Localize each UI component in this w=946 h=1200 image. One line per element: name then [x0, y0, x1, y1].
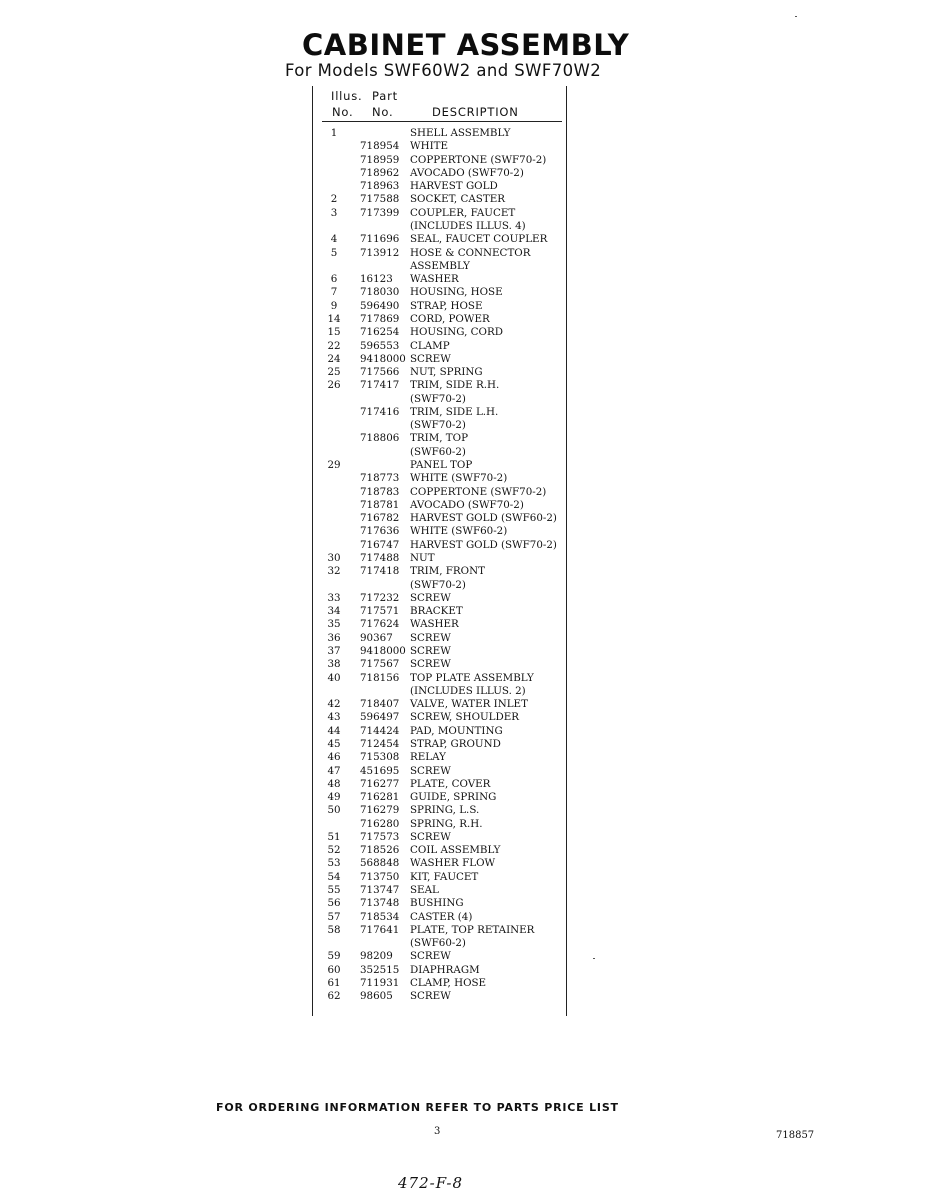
illus-number: 48	[327, 777, 341, 790]
part-description: SEAL	[410, 884, 439, 897]
illus-number: 4	[330, 233, 338, 246]
part-number: 718156	[360, 671, 400, 684]
part-description: COPPERTONE (SWF70-2)	[410, 485, 547, 498]
part-number: 718963	[360, 180, 400, 193]
illus-number: 35	[327, 618, 341, 631]
part-number: 718962	[360, 166, 400, 179]
part-description: PANEL TOP	[410, 459, 473, 472]
illus-number: 59	[327, 950, 341, 963]
illus-number: 38	[327, 658, 341, 671]
illus-number: 55	[327, 884, 341, 897]
part-number: 717418	[360, 565, 400, 578]
page-title: CABINET ASSEMBLY	[302, 28, 630, 62]
part-number: 90367	[360, 631, 393, 644]
handwritten-note: 472-F-8	[398, 1174, 464, 1192]
part-number: 713747	[360, 884, 400, 897]
part-description: HARVEST GOLD	[410, 180, 498, 193]
ordering-note: FOR ORDERING INFORMATION REFER TO PARTS PRICE LIST	[216, 1101, 619, 1114]
part-number: 718783	[360, 485, 400, 498]
part-number: 711931	[360, 977, 400, 989]
illus-number: 22	[327, 339, 341, 352]
header-divider	[322, 121, 562, 122]
part-description: TRIM, TOP	[410, 432, 469, 445]
part-description: SCREW	[410, 591, 451, 604]
part-description: SCREW	[410, 950, 451, 963]
part-description: (SWF60-2)	[410, 445, 466, 458]
part-description: HOUSING, CORD	[410, 326, 503, 339]
part-number: 713912	[360, 246, 400, 259]
page-subtitle: For Models SWF60W2 and SWF70W2	[285, 61, 602, 80]
illus-number: 49	[327, 791, 341, 804]
part-number: 716782	[360, 512, 400, 525]
part-description: SCREW	[410, 631, 451, 644]
part-number: 98209	[360, 950, 393, 963]
part-description: (SWF60-2)	[410, 937, 466, 950]
part-number: 717573	[360, 830, 400, 843]
illus-number: 47	[327, 764, 341, 777]
part-number: 718534	[360, 910, 400, 923]
illus-number: 29	[327, 459, 341, 472]
part-description: COPPERTONE (SWF70-2)	[410, 153, 547, 166]
illus-number: 33	[327, 591, 341, 604]
part-description: (SWF70-2)	[410, 578, 466, 591]
illus-number: 42	[327, 698, 341, 711]
part-description: WHITE	[410, 140, 449, 153]
part-number: 716747	[360, 538, 400, 551]
illus-number: 40	[327, 671, 341, 684]
part-description: STRAP, HOSE	[410, 299, 483, 312]
part-description: PLATE, TOP RETAINER	[410, 923, 535, 936]
part-number: 98605	[360, 990, 393, 1003]
illus-number: 45	[327, 737, 341, 750]
part-description: HARVEST GOLD (SWF70-2)	[410, 538, 557, 551]
part-number: 717567	[360, 658, 400, 671]
part-number: 9418000	[360, 644, 406, 657]
header-illus-no: No.	[332, 105, 354, 119]
part-description: BUSHING	[410, 897, 464, 910]
illus-number: 44	[327, 724, 341, 737]
illus-number: 62	[327, 990, 341, 1003]
part-description: TOP PLATE ASSEMBLY	[410, 671, 534, 684]
part-number: 717416	[360, 405, 400, 418]
part-description: WASHER FLOW	[410, 857, 496, 870]
part-number: 715308	[360, 751, 400, 764]
part-description: SHELL ASSEMBLY	[410, 127, 511, 139]
part-number: 717641	[360, 923, 400, 936]
illus-number: 24	[327, 352, 341, 365]
part-description: NUT, SPRING	[410, 366, 483, 379]
part-description: WASHER	[410, 618, 459, 631]
part-description: SPRING, R.H.	[410, 817, 483, 830]
part-description: GUIDE, SPRING	[410, 791, 497, 804]
illus-number: 53	[327, 857, 341, 870]
illus-number: 57	[327, 910, 341, 923]
part-number: 451695	[360, 764, 400, 777]
part-description: STRAP, GROUND	[410, 737, 501, 750]
illus-number: 56	[327, 897, 341, 910]
part-description: WASHER	[410, 273, 459, 286]
part-description: BRACKET	[410, 605, 463, 618]
illus-number: 54	[327, 870, 341, 883]
part-number: 717624	[360, 618, 400, 631]
illus-number: 46	[327, 751, 341, 764]
part-number: 352515	[360, 963, 400, 976]
part-description: VALVE, WATER INLET	[410, 698, 528, 711]
illus-number: 30	[327, 552, 341, 564]
part-description: (SWF70-2)	[410, 392, 466, 405]
part-number: 717417	[360, 379, 400, 392]
part-number: 718773	[360, 472, 400, 485]
part-description: SOCKET, CASTER	[410, 193, 505, 206]
part-number: 596490	[360, 299, 400, 312]
part-description: SCREW	[410, 352, 451, 365]
part-description: (INCLUDES ILLUS. 4)	[410, 219, 526, 232]
part-description: PLATE, COVER	[410, 777, 491, 790]
part-description: DIAPHRAGM	[410, 963, 480, 976]
part-description: CLAMP	[410, 339, 450, 352]
part-number: 718526	[360, 844, 400, 857]
part-number: 596497	[360, 711, 400, 724]
part-description: KIT, FAUCET	[410, 870, 479, 883]
document-number: 718857	[776, 1130, 815, 1141]
part-number: 717399	[360, 206, 400, 219]
part-number: 717869	[360, 312, 400, 325]
part-description: AVOCADO (SWF70-2)	[410, 166, 524, 179]
part-description: SCREW	[410, 644, 451, 657]
part-description: SCREW	[410, 658, 451, 671]
part-description: TRIM, SIDE R.H.	[410, 379, 500, 392]
table-left-border	[312, 86, 313, 1016]
part-number: 718954	[360, 140, 400, 153]
illus-number: 36	[327, 631, 341, 644]
part-description: HOSE & CONNECTOR	[410, 246, 531, 259]
illus-number: 58	[327, 923, 341, 936]
part-description: RELAY	[410, 751, 446, 764]
part-number: 712454	[360, 737, 400, 750]
illus-number: 3	[330, 206, 338, 219]
illus-number: 61	[327, 977, 341, 989]
part-number: 9418000	[360, 352, 406, 365]
part-number: 718959	[360, 153, 400, 166]
header-part-label: Part	[372, 89, 398, 103]
illus-number: 60	[327, 963, 341, 976]
part-number: 717588	[360, 193, 400, 206]
illus-number: 25	[327, 366, 341, 379]
table-right-border	[566, 86, 567, 1016]
part-description: SCREW	[410, 990, 451, 1003]
part-number: 718806	[360, 432, 400, 445]
part-number: 16123	[360, 273, 393, 286]
illus-number: 7	[330, 286, 338, 299]
part-description: SCREW	[410, 830, 451, 843]
part-description: NUT	[410, 552, 435, 564]
part-description: CORD, POWER	[410, 312, 490, 325]
illus-number: 2	[330, 193, 338, 206]
part-number: 714424	[360, 724, 400, 737]
part-description: HARVEST GOLD (SWF60-2)	[410, 512, 557, 525]
part-description: TRIM, SIDE L.H.	[410, 405, 499, 418]
header-illus-label: Illus.	[331, 89, 363, 103]
part-description: WHITE (SWF70-2)	[410, 472, 508, 485]
illus-number: 50	[327, 804, 341, 817]
part-description: PAD, MOUNTING	[410, 724, 503, 737]
part-description: SEAL, FAUCET COUPLER	[410, 233, 548, 246]
scan-speck	[593, 958, 595, 959]
part-description: SCREW, SHOULDER	[410, 711, 520, 724]
part-description: SPRING, L.S.	[410, 804, 480, 817]
illus-number: 5	[330, 246, 338, 259]
part-number: 718030	[360, 286, 400, 299]
part-description: CASTER (4)	[410, 910, 473, 923]
part-description: ASSEMBLY	[410, 259, 470, 272]
illus-number: 32	[327, 565, 341, 578]
part-number: 717488	[360, 552, 400, 564]
part-description: COIL ASSEMBLY	[410, 844, 501, 857]
part-number: 711696	[360, 233, 400, 246]
illus-number: 51	[327, 830, 341, 843]
part-number: 718781	[360, 498, 400, 511]
part-description: HOUSING, HOSE	[410, 286, 503, 299]
part-number: 596553	[360, 339, 400, 352]
part-number: 716279	[360, 804, 400, 817]
part-description: COUPLER, FAUCET	[410, 206, 516, 219]
scan-speck	[795, 16, 797, 17]
header-part-no: No.	[372, 105, 394, 119]
part-number: 717566	[360, 366, 400, 379]
part-description: (INCLUDES ILLUS. 2)	[410, 684, 526, 697]
illus-number: 1	[330, 127, 338, 139]
part-description: (SWF70-2)	[410, 419, 466, 432]
part-description: WHITE (SWF60-2)	[410, 525, 508, 538]
illus-number: 9	[330, 299, 338, 312]
part-description: AVOCADO (SWF70-2)	[410, 498, 524, 511]
part-number: 717571	[360, 605, 400, 618]
illus-number: 37	[327, 644, 341, 657]
illus-number: 43	[327, 711, 341, 724]
part-number: 713750	[360, 870, 400, 883]
illus-number: 15	[327, 326, 341, 339]
part-number: 716280	[360, 817, 400, 830]
part-number: 716281	[360, 791, 400, 804]
page-number: 3	[434, 1126, 441, 1137]
part-number: 718407	[360, 698, 400, 711]
part-description: SCREW	[410, 764, 451, 777]
part-number: 716254	[360, 326, 400, 339]
part-number: 713748	[360, 897, 400, 910]
part-number: 717232	[360, 591, 400, 604]
part-number: 716277	[360, 777, 400, 790]
illus-number: 26	[327, 379, 341, 392]
illus-number: 14	[327, 312, 341, 325]
part-description: CLAMP, HOSE	[410, 977, 487, 989]
part-number: 568848	[360, 857, 400, 870]
header-description: DESCRIPTION	[432, 105, 519, 119]
part-description: TRIM, FRONT	[410, 565, 485, 578]
part-number: 717636	[360, 525, 400, 538]
illus-number: 34	[327, 605, 341, 618]
illus-number: 52	[327, 844, 341, 857]
illus-number: 6	[330, 273, 338, 286]
